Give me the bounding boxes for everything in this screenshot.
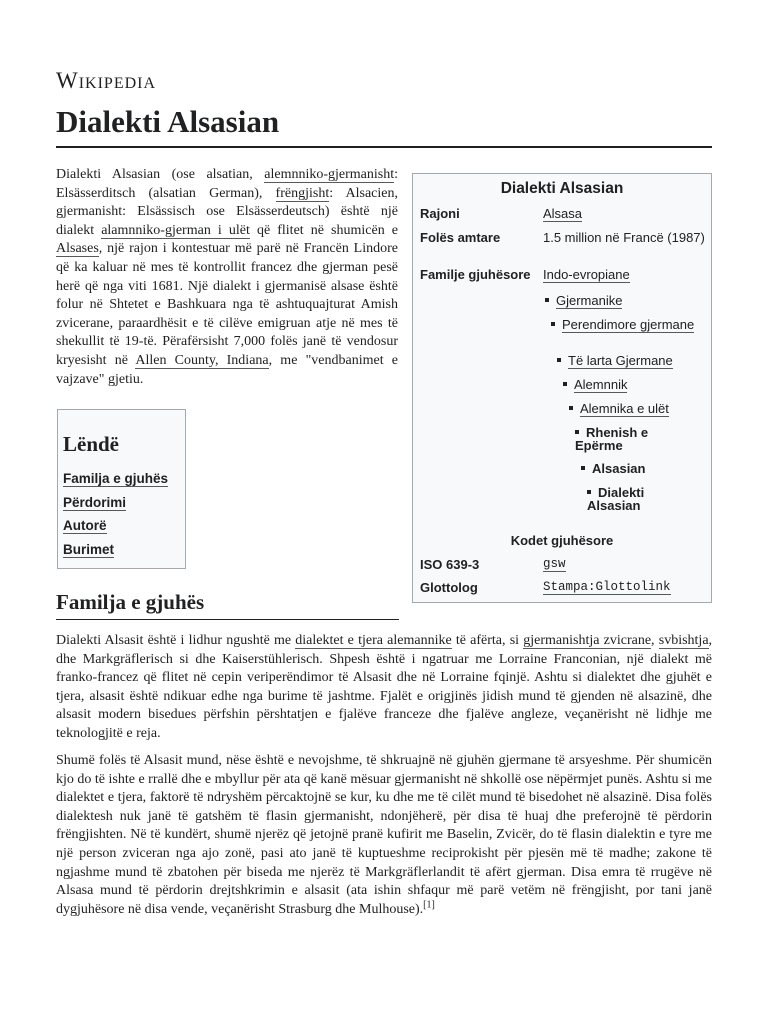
infobox-section-kodet: Kodet gjuhësore <box>510 533 614 548</box>
paragraph-text: , <box>651 633 659 648</box>
infobox-value[interactable]: Alsasa <box>543 206 583 221</box>
tree-item: Alsasian <box>581 462 645 475</box>
infobox-value[interactable]: gsw <box>543 557 566 571</box>
section-paragraph-2 <box>56 752 712 919</box>
link-frengjisht[interactable]: frëngjisht <box>275 185 330 201</box>
paragraph-text: , dhe Markgräflerisch si dhe Kaiserstühlerisch. Shpesh është i ngatruar me Lorraine Franconian, një dialekt më franko-francez që flitet në cepin veriperëndimor të Alsasit dhe në Lorraine fqinjë. Ashtu si dialektet dhe gjuhët e tjera, alsasit është ndikuar edhe nga burime të jashtme. Fjalët e origjinës jidish mund të gjenden në alsazinë, dhe alsasit modern bisedues përfshin përshtatjen e fjalëve franceze dhe fjalëve angleze, veçanërisht në lidhje me teknologjitë e reja. <box>56 633 713 741</box>
intro-text: që flitet në shumicën e <box>249 222 398 238</box>
table-of-contents <box>57 409 186 569</box>
tree-item[interactable]: Gjermanike <box>545 294 622 307</box>
toc-item-autore[interactable]: Autorë <box>63 518 107 534</box>
intro-paragraph <box>56 166 398 389</box>
infobox-label: Glottolog <box>420 580 478 595</box>
intro-text: Dialekti Alsasian (ose alsatian, <box>56 167 265 182</box>
link-alemnniko[interactable]: alemnniko-gjermanisht <box>264 167 395 182</box>
reference-link[interactable]: [1] <box>423 899 435 911</box>
link-allen-county[interactable]: Allen County, Indiana <box>135 352 269 368</box>
infobox-value[interactable]: Indo-evropiane <box>543 267 630 282</box>
wikipedia-wordmark[interactable]: Wikipedia <box>56 68 157 93</box>
infobox-title: Dialekti Alsasian <box>500 180 624 197</box>
tree-item: Rhenish e Epërme <box>575 425 649 453</box>
intro-text: , një rajon i kontestuar më parë në Francën Lindore që ka kaluar në mes të kontrollit francez dhe gjerman pesë herë që nga viti 1681. Një dialekt i gjermanisë alsase është folur në Shtetet e Bashkuara nga të ashtuquajturat Amish zvicerane, paraardhësit e të cilëve emigruan atje në mes të shekullit të 19-të. Përafërsisht 7,000 folës janë të vendosur kryesisht në <box>56 241 398 368</box>
intro-text: , me "vendbanimet e vajzave" gjetiu. <box>56 352 399 387</box>
infobox-label: Familje gjuhësore <box>420 267 531 282</box>
infobox-label: ISO 639-3 <box>420 557 480 572</box>
tree-item[interactable]: Perendimore gjermane <box>551 318 701 331</box>
paragraph-text: Shumë folës të Alsasit mund, nëse është e nevojshme, të shkruajnë në gjuhën gjermane të arsyeshme. Për shumicën kjo do të ishte e rrallë dhe e mbyllur për ata që kanë mësuar gjermanisht në shkollë ose nëpërmjet punës. Ashtu si me dialektet e tjera, faktorë të ndryshëm përcaktojnë se kur, ku dhe me të cilët mund të bisedohet në alsazinë. Disa folës dialektesh nuk janë të gatshëm të flasin gjermanisht, ndonjëherë, për disa të huaj dhe preferojnë të përdorin frëngjishten. Në të kundërt, shumë njerëz që jetojnë pranë kufirit me Baselin, Zvicër, do të flasin dialektin e tyre me një person zviceran nga ajo zonë, pasi ato janë të kuptueshme reciprokisht për pjesën më të madhe; zakone të ngjashme mund të zbatohen për biseda me njerëz të Markgräflerlandit të afërt gjerman. Disa emra të rrugëve në Alsasa mund të përdorin drejtshkrimin e alsasit (ata ishin shfaqur më parë vetëm në frëngjisht, por tani janë dygjuhësore në disa vende, veçanërisht Strasburg dhe Mulhouse). <box>56 753 712 917</box>
toc-title: Lëndë <box>63 432 120 456</box>
tree-item[interactable]: Alemnika e ulët <box>569 402 669 415</box>
infobox-label: Folës amtare <box>420 230 501 245</box>
section-paragraph-1 <box>56 632 712 744</box>
paragraph-text: Dialekti Alsasit është i lidhur ngushtë me <box>56 633 296 648</box>
infobox-value[interactable]: Stampa:Glottolink <box>543 580 671 594</box>
infobox-label: Rajoni <box>420 206 460 221</box>
intro-text: : Elsässerditsch (alsatian German), <box>56 167 398 201</box>
page-title: Dialekti Alsasian <box>56 104 712 148</box>
tree-item[interactable]: Të larta Gjermane <box>557 354 673 367</box>
link-gjermanishtja-zvicrane[interactable]: gjermanishtja zvicrane <box>523 633 652 648</box>
paragraph-text: të afërta, si <box>451 633 524 648</box>
section-heading-familja: Familja e gjuhës <box>56 590 399 620</box>
intro-text: : Alsacien, gjermanisht: Elsässisch ose Elsässerdeutsch) është një dialekt <box>56 185 398 238</box>
toc-item-perdorimi[interactable]: Përdorimi <box>63 494 127 510</box>
infobox-value: 1.5 million në Francë (1987) <box>543 230 705 245</box>
link-alamnniko-gjerman[interactable]: alamnniko-gjerman i ulët <box>101 222 250 238</box>
link-svbishtja[interactable]: svbishtja <box>658 633 709 648</box>
link-alsases[interactable]: Alsases <box>56 241 99 257</box>
tree-item[interactable]: Alemnnik <box>563 378 627 391</box>
infobox <box>412 173 712 603</box>
tree-item: Dialekti Alsasian <box>587 485 645 513</box>
link-dialektet-alemannike[interactable]: dialektet e tjera alemannike <box>295 633 452 648</box>
toc-item-familja[interactable]: Familja e gjuhës <box>63 471 169 486</box>
toc-item-burimet[interactable]: Burimet <box>63 541 115 557</box>
